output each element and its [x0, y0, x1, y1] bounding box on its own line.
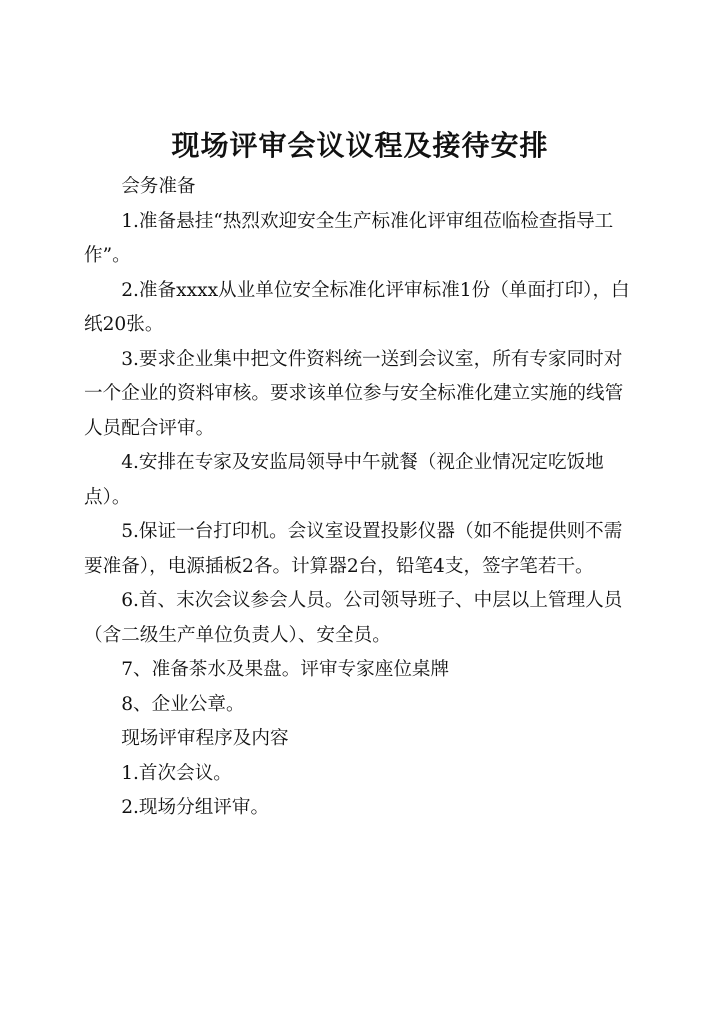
- document-title: 现场评审会议议程及接待安排: [171, 129, 549, 162]
- paragraph-item-5: 5.保证一台打印机。会议室设置投影仪器（如不能提供则不需要准备），电源插板2各。计算器2台，铅笔4支，签字笔若干。: [84, 521, 623, 577]
- paragraph-item-6: 6.首、末次会议参会人员。公司领导班子、中层以上管理人员（含二级生产单位负责人）、安全员。: [84, 590, 623, 646]
- document-body: [84, 170, 640, 826]
- paragraph-procedure-1: 1.首次会议。: [121, 762, 232, 784]
- paragraph-item-3: 3.要求企业集中把文件资料统一送到会议室，所有专家同时对一个企业的资料审核。要求该单位参与安全标准化建立实施的线管人员配合评审。: [84, 348, 624, 439]
- section-heading-review-procedure: 现场评审程序及内容: [121, 728, 289, 749]
- paragraph-item-1: 1.准备悬挂“热烈欢迎安全生产标准化评审组莅临检查指导工作”。: [84, 210, 614, 266]
- paragraph-procedure-2: 2.现场分组评审。: [121, 797, 270, 818]
- paragraph-item-8: 8、企业公章。: [121, 693, 245, 715]
- paragraph-item-2: 2.准备xxxx从业单位安全标准化评审标准1份（单面打印），白纸20张。: [84, 279, 630, 335]
- paragraph-item-4: 4.安排在专家及安监局领导中午就餐（视企业情况定吃饭地点）。: [84, 452, 604, 508]
- section-heading-meeting-prep: 会务准备: [121, 176, 196, 197]
- paragraph-item-7: 7、准备茶水及果盘。评审专家座位桌牌: [121, 659, 450, 680]
